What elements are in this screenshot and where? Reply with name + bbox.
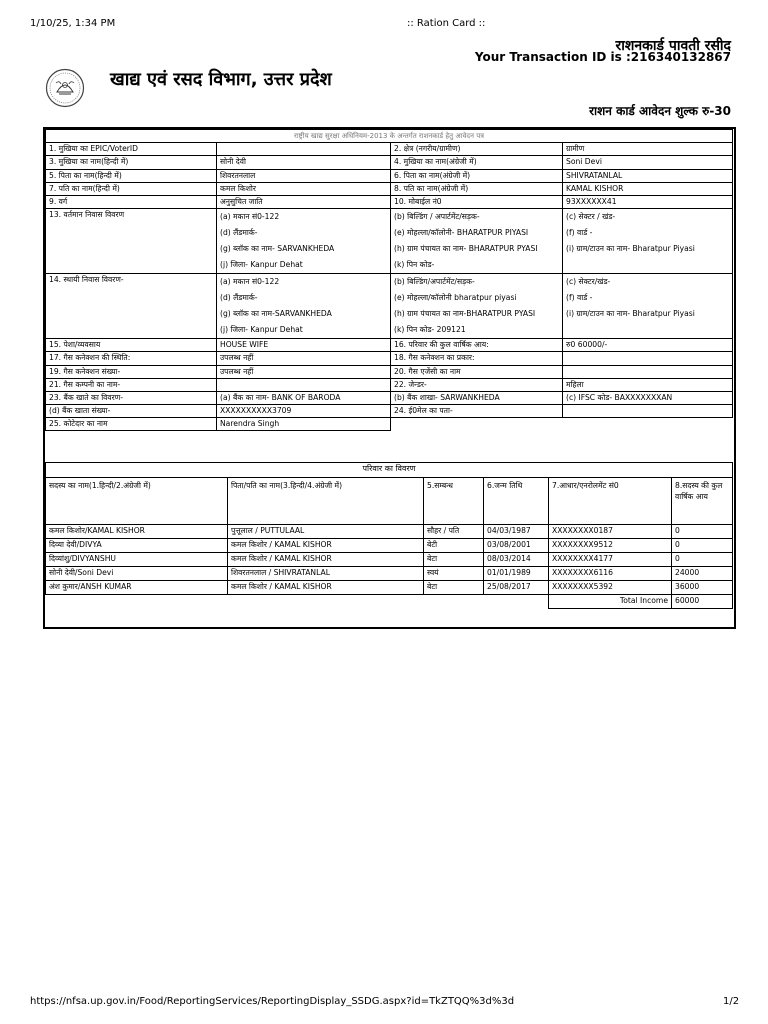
member-income: 24000 — [672, 567, 733, 581]
field-label: 4. मुखिया का नाम(अंग्रेजी में) — [391, 156, 563, 169]
member-income: 0 — [672, 525, 733, 539]
column-header: 6.जन्म तिथि — [484, 478, 549, 525]
table-row — [46, 405, 733, 418]
member-guardian: कमल किशोर / KAMAL KISHOR — [228, 581, 424, 595]
member-aadhaar: XXXXXXXX6116 — [549, 567, 672, 581]
family-member-row — [46, 567, 733, 581]
field-label: 8. पति का नाम(अंग्रेजी में) — [391, 182, 563, 195]
field-value: SHIVRATANLAL — [563, 169, 733, 182]
field-value: अनुसुचित जाति — [217, 195, 391, 208]
receipt-title: राशनकार्ड पावती रसीद — [615, 38, 731, 54]
field-label: 16. परिवार की कुल वार्षिक आय: — [391, 339, 563, 352]
table-row — [46, 418, 733, 431]
family-member-row — [46, 553, 733, 567]
member-aadhaar: XXXXXXXX5392 — [549, 581, 672, 595]
field-value — [563, 405, 733, 418]
address-part: (c) सेक्टर / खंड- — [566, 212, 616, 222]
address-part: (h) ग्राम पंचायत का नाम- BHARATPUR PYASI — [394, 244, 538, 254]
field-value — [563, 365, 733, 378]
field-label: 17. गैस कनेक्शन की स्थिति: — [46, 352, 217, 365]
field-label: 24. ई0मेल का पता- — [391, 405, 563, 418]
field-value: XXXXXXXXXX3709 — [217, 405, 391, 418]
field-value — [563, 352, 733, 365]
member-aadhaar: XXXXXXXX4177 — [549, 553, 672, 567]
field-label: 20. गैस एजेंसी का नाम — [391, 365, 563, 378]
table-row — [46, 156, 733, 169]
address-part: (j) जिला- Kanpur Dehat — [220, 260, 303, 270]
field-label: 19. गैस कनेक्शन संख्या- — [46, 365, 217, 378]
family-member-row — [46, 525, 733, 539]
form-subtitle: राष्ट्रीय खाद्य सुरक्षा अधिनियम-2013 के अन्तर्गत राशनकार्ड हेतु आवेदन पत्र — [46, 130, 733, 143]
address-part: (h) ग्राम पंचायत का नाम-BHARATPUR PYASI — [394, 309, 536, 319]
address-part: (d) लैंडमार्क- — [220, 293, 258, 303]
member-dob: 03/08/2001 — [484, 539, 549, 553]
table-row — [46, 209, 733, 274]
address-part: (e) मोहल्ला/कॉलोनी bharatpur piyasi — [394, 293, 517, 303]
member-name: दिव्या देवी/DIVYA — [46, 539, 228, 553]
column-header: 7.आधार/एनरोलमेंट सं0 — [549, 478, 672, 525]
family-member-row — [46, 539, 733, 553]
field-label: 2. क्षेत्र (नगरीय/ग्रामीण) — [391, 143, 563, 156]
field-label: 25. कोटेदार का नाम — [46, 418, 217, 431]
field-value: 93XXXXXX41 — [563, 195, 733, 208]
family-caption: परिवार का विवरण — [46, 463, 733, 478]
family-member-row — [46, 581, 733, 595]
member-aadhaar: XXXXXXXX0187 — [549, 525, 672, 539]
permanent-address-label: 14. स्थायी निवास विवरण- — [46, 274, 217, 339]
field-label — [391, 418, 563, 431]
member-relation: स्वयं — [424, 567, 484, 581]
permanent-address-col1 — [217, 274, 391, 339]
family-header-row — [46, 478, 733, 525]
table-row — [46, 365, 733, 378]
member-dob: 01/01/1989 — [484, 567, 549, 581]
address-part: (a) मकान सं0-122 — [220, 212, 280, 222]
field-value: उपलब्ध नहीं — [217, 352, 391, 365]
address-part: (d) लैंडमार्क- — [220, 228, 258, 238]
field-value — [217, 143, 391, 156]
field-value: (b) बैंक शाखा- SARWANKHEDA — [391, 391, 563, 404]
member-guardian: कमल किशोर / KAMAL KISHOR — [228, 539, 424, 553]
field-value: HOUSE WIFE — [217, 339, 391, 352]
field-label: 22. जेन्डर- — [391, 378, 563, 391]
address-part: (k) पिन कोड- — [394, 260, 435, 270]
print-url: https://nfsa.up.gov.in/Food/ReportingServices/ReportingDisplay_SSDG.aspx?id=TkZTQQ%3d%3d — [30, 996, 515, 1007]
field-value: सोनी देवी — [217, 156, 391, 169]
field-label: 3. मुखिया का नाम(हिन्दी में) — [46, 156, 217, 169]
field-label: 15. पेशा/व्यवसाय — [46, 339, 217, 352]
field-label: 10. मोबाईल नं0 — [391, 195, 563, 208]
field-value: KAMAL KISHOR — [563, 182, 733, 195]
member-dob: 08/03/2014 — [484, 553, 549, 567]
member-name: दिव्यांशु/DIVYANSHU — [46, 553, 228, 567]
member-relation: बेटी — [424, 539, 484, 553]
address-part: (b) बिल्डिंग/अपार्टमेंट/सड़क- — [394, 277, 475, 287]
field-label: 18. गैस कनेक्शन का प्रकार: — [391, 352, 563, 365]
field-value: (c) IFSC कोड- BAXXXXXXXAN — [563, 391, 733, 404]
member-guardian: कमल किशोर / KAMAL KISHOR — [228, 553, 424, 567]
table-row — [46, 339, 733, 352]
field-value: Soni Devi — [563, 156, 733, 169]
field-label: 9. वर्ग — [46, 195, 217, 208]
member-income: 0 — [672, 553, 733, 567]
address-part: (g) ब्लॉक का नाम- SARVANKHEDA — [220, 244, 335, 254]
permanent-address-col2 — [391, 274, 563, 339]
member-aadhaar: XXXXXXXX9512 — [549, 539, 672, 553]
print-page-number: 1/2 — [723, 996, 740, 1007]
transaction-id: Your Transaction ID is :216340132867 — [474, 50, 731, 64]
table-row — [46, 274, 733, 339]
address-part: (g) ब्लॉक का नाम-SARVANKHEDA — [220, 309, 332, 319]
current-address-label: 13. वर्तमान निवास विवरण — [46, 209, 217, 274]
table-row — [46, 352, 733, 365]
field-value: रु0 60000/- — [563, 339, 733, 352]
member-guardian: शिवरतनलाल / SHIVRATANLAL — [228, 567, 424, 581]
total-income-row — [46, 595, 733, 609]
address-part: (a) मकान सं0-122 — [220, 277, 280, 287]
family-table — [45, 462, 733, 609]
column-header: पिता/पति का नाम(3.हिन्दी/4.अंग्रेजी में) — [228, 478, 424, 525]
field-label: 7. पति का नाम(हिन्दी में) — [46, 182, 217, 195]
field-label: 21. गैस कम्पनी का नाम- — [46, 378, 217, 391]
field-value: Narendra Singh — [217, 418, 391, 431]
field-label: 1. मुखिया का EPIC/VoterID — [46, 143, 217, 156]
address-part: (f) वार्ड - — [566, 293, 593, 303]
field-label: 5. पिता का नाम(हिन्दी में) — [46, 169, 217, 182]
address-part: (j) जिला- Kanpur Dehat — [220, 325, 303, 335]
field-value: महिला — [563, 378, 733, 391]
field-value: ग्रामीण — [563, 143, 733, 156]
member-relation: बेटा — [424, 553, 484, 567]
field-label: 6. पिता का नाम(अंग्रेजी में) — [391, 169, 563, 182]
field-value: शिवरतनलाल — [217, 169, 391, 182]
form-frame-bottom — [43, 627, 736, 629]
table-row — [46, 182, 733, 195]
column-header: 5.सम्बन्ध — [424, 478, 484, 525]
department-title: खाद्य एवं रसद विभाग, उत्तर प्रदेश — [110, 69, 332, 90]
print-datetime: 1/10/25, 1:34 PM — [30, 18, 116, 29]
application-table — [45, 129, 733, 431]
up-govt-emblem-icon — [45, 68, 85, 108]
member-relation: सौहर / पति — [424, 525, 484, 539]
print-page-title: :: Ration Card :: — [407, 18, 486, 29]
column-header: सदस्य का नाम(1.हिन्दी/2.अंग्रेजी में) — [46, 478, 228, 525]
member-income: 36000 — [672, 581, 733, 595]
table-row — [46, 169, 733, 182]
address-part: (b) बिल्डिंग / अपार्टमेंट/सड़क- — [394, 212, 480, 222]
member-name: कमल किशोर/KAMAL KISHOR — [46, 525, 228, 539]
table-row — [46, 378, 733, 391]
field-value — [217, 378, 391, 391]
table-row — [46, 195, 733, 208]
member-guardian: पुत्तूलाल / PUTTULAAL — [228, 525, 424, 539]
field-value: (a) बैंक का नाम- BANK OF BARODA — [217, 391, 391, 404]
current-address-col1 — [217, 209, 391, 274]
column-header: 8.सदस्य की कुल वार्षिक आय — [672, 478, 733, 525]
address-part: (c) सेक्टर/खंड- — [566, 277, 611, 287]
address-part: (i) ग्राम/टाउन का नाम- Bharatpur Piyasi — [566, 309, 695, 319]
member-name: सोनी देवी/Soni Devi — [46, 567, 228, 581]
member-dob: 04/03/1987 — [484, 525, 549, 539]
permanent-address-col3 — [563, 274, 733, 339]
field-label: (d) बैंक खाता संख्या- — [46, 405, 217, 418]
current-address-col2 — [391, 209, 563, 274]
field-value: उपलब्ध नहीं — [217, 365, 391, 378]
current-address-col3 — [563, 209, 733, 274]
member-name: अंश कुमार/ANSH KUMAR — [46, 581, 228, 595]
field-label: 23. बैंक खाते का विवरण- — [46, 391, 217, 404]
field-value — [563, 418, 733, 431]
address-part: (e) मोहल्ला/कॉलोनी- BHARATPUR PIYASI — [394, 228, 529, 238]
total-income-value: 60000 — [672, 595, 733, 609]
address-part: (f) वार्ड - — [566, 228, 593, 238]
member-dob: 25/08/2017 — [484, 581, 549, 595]
table-row — [46, 143, 733, 156]
total-income-label: Total Income — [549, 595, 672, 609]
address-part: (i) ग्राम/टाउन का नाम- Bharatpur Piyasi — [566, 244, 695, 254]
address-part: (k) पिन कोड- 209121 — [394, 325, 466, 335]
application-fee: राशन कार्ड आवेदन शुल्क रु-30 — [589, 104, 731, 118]
member-relation: बेटा — [424, 581, 484, 595]
field-value: कमल किशोर — [217, 182, 391, 195]
table-row — [46, 391, 733, 404]
member-income: 0 — [672, 539, 733, 553]
